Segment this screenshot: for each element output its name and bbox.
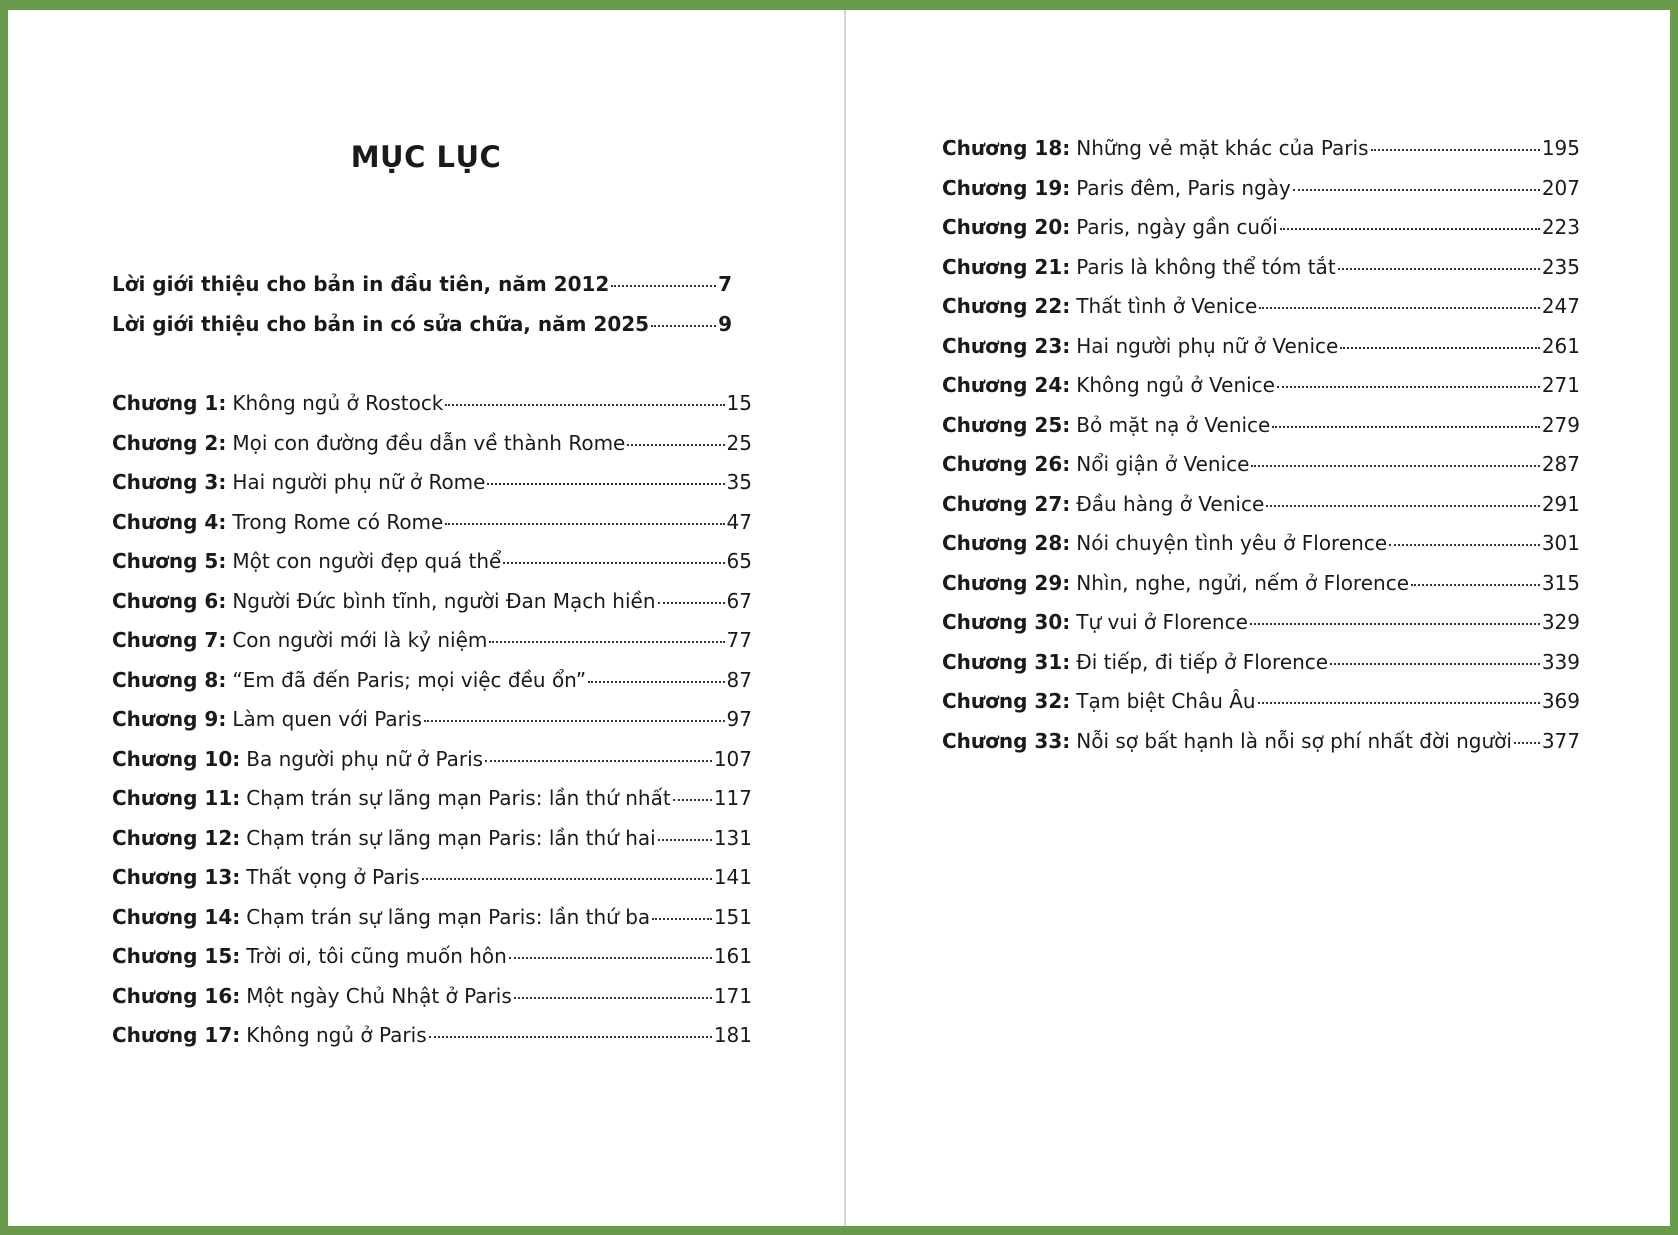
page-number: 181 <box>713 1023 752 1047</box>
chapter-colon: : <box>1062 570 1071 595</box>
chapter-label: Chương 7 <box>112 628 219 652</box>
page-number: 151 <box>713 904 752 929</box>
chapter-title: Đi tiếp, đi tiếp ở Florence <box>1076 649 1329 674</box>
toc-entry-chapter <box>112 944 752 984</box>
page-number: 301 <box>1541 531 1580 555</box>
chapter-label: Chương 19 <box>942 175 1063 200</box>
toc-entry-chapter <box>112 510 752 550</box>
dot-leader <box>509 957 712 959</box>
chapter-label: Chương 24 <box>942 373 1063 397</box>
chapter-label: Chương 33 <box>942 728 1063 753</box>
dot-leader <box>1330 663 1540 665</box>
toc-entry-chapter <box>112 470 752 510</box>
left-page <box>8 10 844 1226</box>
page-number: 339 <box>1541 649 1580 674</box>
chapter-title: Hai người phụ nữ ở Rome <box>232 470 486 494</box>
chapter-title: Nỗi sợ bất hạnh là nỗi sợ phí nhất đời người <box>1076 728 1512 753</box>
chapter-colon: : <box>1062 610 1071 634</box>
chapter-label: Chương 8 <box>112 667 219 692</box>
chapter-title: Bỏ mặt nạ ở Venice <box>1076 412 1271 437</box>
chapter-colon: : <box>218 391 227 415</box>
chapter-colon: : <box>1062 373 1071 397</box>
page-number: 235 <box>1541 254 1580 279</box>
chapter-colon: : <box>232 1023 241 1047</box>
chapter-list-right <box>942 136 1580 768</box>
dot-leader <box>1259 307 1540 309</box>
chapter-label: Chương 14 <box>112 904 233 929</box>
chapter-label: Chương 22 <box>942 294 1063 318</box>
toc-entry-chapter <box>942 373 1580 413</box>
toc-entry-chapter <box>942 650 1580 690</box>
chapter-colon: : <box>1062 531 1071 555</box>
chapter-title: Người Đức bình tĩnh, người Đan Mạch hiền <box>232 588 656 613</box>
chapter-label: Chương 1 <box>112 391 219 415</box>
page-number: 77 <box>726 628 752 652</box>
chapter-title: Hai người phụ nữ ở Venice <box>1076 333 1339 358</box>
page-number: 97 <box>726 707 752 731</box>
toc-entry-chapter <box>942 294 1580 334</box>
page-number: 287 <box>1541 452 1580 476</box>
page-number: 107 <box>713 746 752 771</box>
dot-leader <box>1266 505 1540 507</box>
page-number: 117 <box>713 786 752 810</box>
chapter-label: Chương 16 <box>112 983 233 1008</box>
toc-entry-chapter <box>942 531 1580 571</box>
page-number: 25 <box>726 430 752 455</box>
toc-entry-intro <box>112 312 732 352</box>
chapter-title: Thất tình ở Venice <box>1076 294 1258 318</box>
toc-entry-intro <box>112 272 732 312</box>
chapter-label: Chương 6 <box>112 588 219 613</box>
chapter-colon: : <box>232 746 241 771</box>
page-number: 65 <box>726 549 752 573</box>
page-number: 315 <box>1541 570 1580 595</box>
chapter-label: Chương 18 <box>942 136 1063 160</box>
page-number: 223 <box>1541 215 1580 239</box>
toc-entry-chapter <box>942 492 1580 532</box>
chapter-colon: : <box>1062 333 1071 358</box>
chapter-colon: : <box>232 786 241 810</box>
page-number: 161 <box>713 944 752 968</box>
page-number: 271 <box>1541 373 1580 397</box>
page-number: 247 <box>1541 294 1580 318</box>
chapter-label: Chương 20 <box>942 215 1063 239</box>
toc-entry-chapter <box>942 255 1580 295</box>
chapter-label: Chương 10 <box>112 746 233 771</box>
chapter-title: Không ngủ ở Venice <box>1076 373 1275 397</box>
dot-leader <box>1340 347 1539 349</box>
page-number: 329 <box>1541 610 1580 634</box>
dot-leader <box>514 997 712 999</box>
page-number: 9 <box>718 311 732 336</box>
dot-leader <box>588 681 724 683</box>
chapter-title: Con người mới là kỷ niệm <box>232 628 488 652</box>
chapter-label: Chương 29 <box>942 570 1063 595</box>
toc-entry-chapter <box>112 826 752 866</box>
chapter-label: Chương 26 <box>942 452 1063 476</box>
dot-leader <box>611 285 716 287</box>
chapter-colon: : <box>1062 412 1071 437</box>
dot-leader <box>1251 465 1539 467</box>
chapter-title: Một con người đẹp quá thể <box>232 549 502 573</box>
entry-title: Lời giới thiệu cho bản in có sửa chữa, năm 2025 <box>112 311 650 336</box>
chapter-colon: : <box>1062 452 1071 476</box>
chapter-title: Không ngủ ở Rostock <box>232 391 444 415</box>
dot-leader <box>424 720 725 722</box>
chapter-colon: : <box>1062 728 1071 753</box>
chapter-label: Chương 23 <box>942 333 1063 358</box>
chapter-title: Mọi con đường đều dẫn về thành Rome <box>232 430 626 455</box>
dot-leader <box>651 325 716 327</box>
dot-leader <box>1258 702 1540 704</box>
page-number: 171 <box>713 983 752 1008</box>
chapter-colon: : <box>232 865 241 889</box>
dot-leader <box>429 1036 712 1038</box>
intro-list <box>112 272 732 351</box>
chapter-colon: : <box>232 825 241 850</box>
chapter-colon: : <box>1062 689 1071 713</box>
chapter-colon: : <box>1062 136 1071 160</box>
page-number: 291 <box>1541 491 1580 516</box>
page-number: 47 <box>726 509 752 534</box>
dot-leader <box>485 760 712 762</box>
chapter-label: Chương 4 <box>112 509 219 534</box>
toc-entry-chapter <box>112 668 752 708</box>
chapter-title: Tự vui ở Florence <box>1076 610 1248 634</box>
dot-leader <box>422 878 712 880</box>
chapter-title: Ba người phụ nữ ở Paris <box>246 746 484 771</box>
toc-entry-chapter <box>112 589 752 629</box>
chapter-title: “Em đã đến Paris; mọi việc đều ổn” <box>232 667 587 692</box>
page-number: 279 <box>1541 412 1580 437</box>
chapter-title: Chạm trán sự lãng mạn Paris: lần thứ ba <box>246 904 651 929</box>
toc-title: MỤC LỤC <box>350 140 502 174</box>
chapter-label: Chương 13 <box>112 865 233 889</box>
toc-entry-chapter <box>112 747 752 787</box>
page-number: 377 <box>1541 728 1580 753</box>
chapter-label: Chương 12 <box>112 825 233 850</box>
chapter-colon: : <box>1062 175 1071 200</box>
chapter-label: Chương 21 <box>942 254 1063 279</box>
chapter-label: Chương 11 <box>112 786 233 810</box>
toc-entry-chapter <box>942 334 1580 374</box>
chapter-colon: : <box>1062 215 1071 239</box>
dot-leader <box>489 641 724 643</box>
chapter-colon: : <box>218 588 227 613</box>
chapter-colon: : <box>1062 649 1071 674</box>
chapter-title: Chạm trán sự lãng mạn Paris: lần thứ nhất <box>246 786 671 810</box>
chapter-title: Nói chuyện tình yêu ở Florence <box>1076 531 1388 555</box>
page-number: 87 <box>726 667 752 692</box>
toc-entry-chapter <box>942 176 1580 216</box>
dot-leader <box>445 523 724 525</box>
toc-entry-chapter <box>942 136 1580 176</box>
toc-entry-chapter <box>112 786 752 826</box>
chapter-colon: : <box>232 944 241 968</box>
chapter-title: Nhìn, nghe, ngửi, nếm ở Florence <box>1076 570 1409 595</box>
right-page <box>846 10 1670 1226</box>
page-number: 131 <box>713 825 752 850</box>
dot-leader <box>1389 544 1540 546</box>
dot-leader <box>1514 742 1540 744</box>
dot-leader <box>658 839 712 841</box>
chapter-title: Paris đêm, Paris ngày <box>1076 175 1291 200</box>
toc-entry-chapter <box>112 905 752 945</box>
chapter-title: Trời ơi, tôi cũng muốn hôn <box>246 944 507 968</box>
page-number: 369 <box>1541 689 1580 713</box>
dot-leader <box>1293 189 1540 191</box>
entry-title: Lời giới thiệu cho bản in đầu tiên, năm 2012 <box>112 272 610 296</box>
chapter-label: Chương 3 <box>112 470 219 494</box>
chapter-title: Chạm trán sự lãng mạn Paris: lần thứ hai <box>246 825 656 850</box>
dot-leader <box>652 918 712 920</box>
toc-entry-chapter <box>942 452 1580 492</box>
page-number: 141 <box>713 865 752 889</box>
dot-leader <box>1250 623 1540 625</box>
page-number: 15 <box>726 391 752 415</box>
dot-leader <box>445 404 724 406</box>
chapter-label: Chương 9 <box>112 707 219 731</box>
chapter-colon: : <box>218 509 227 534</box>
chapter-colon: : <box>232 904 241 929</box>
chapter-colon: : <box>1062 491 1071 516</box>
dot-leader <box>1411 584 1540 586</box>
chapter-title: Nổi giận ở Venice <box>1076 452 1250 476</box>
toc-entry-chapter <box>942 215 1580 255</box>
page-number: 195 <box>1541 136 1580 160</box>
chapter-label: Chương 31 <box>942 649 1063 674</box>
toc-entry-chapter <box>112 628 752 668</box>
toc-entry-chapter <box>942 610 1580 650</box>
toc-entry-chapter <box>942 413 1580 453</box>
chapter-title: Không ngủ ở Paris <box>246 1023 427 1047</box>
chapter-colon: : <box>218 667 227 692</box>
chapter-list-left <box>112 391 752 1063</box>
chapter-label: Chương 2 <box>112 430 219 455</box>
dot-leader <box>503 562 724 564</box>
chapter-colon: : <box>218 549 227 573</box>
chapter-title: Một ngày Chủ Nhật ở Paris <box>246 983 512 1008</box>
toc-entry-chapter <box>112 431 752 471</box>
page-number: 67 <box>726 588 752 613</box>
toc-entry-chapter <box>112 984 752 1024</box>
toc-entry-chapter <box>112 707 752 747</box>
page-number: 35 <box>726 470 752 494</box>
toc-entry-chapter <box>112 865 752 905</box>
chapter-title: Tạm biệt Châu Âu <box>1076 689 1256 713</box>
page-number: 7 <box>718 272 732 296</box>
toc-entry-chapter <box>112 391 752 431</box>
chapter-title: Làm quen với Paris <box>232 707 422 731</box>
dot-leader <box>487 483 724 485</box>
toc-entry-chapter <box>112 1023 752 1063</box>
dot-leader <box>673 799 712 801</box>
chapter-colon: : <box>232 983 241 1008</box>
dot-leader <box>1280 228 1540 230</box>
toc-entry-chapter <box>112 549 752 589</box>
chapter-colon: : <box>218 707 227 731</box>
chapter-label: Chương 28 <box>942 531 1063 555</box>
chapter-colon: : <box>218 430 227 455</box>
chapter-label: Chương 27 <box>942 491 1063 516</box>
chapter-label: Chương 30 <box>942 610 1063 634</box>
chapter-title: Đầu hàng ở Venice <box>1076 491 1265 516</box>
dot-leader <box>1371 149 1540 151</box>
dot-leader <box>1277 386 1540 388</box>
page-number: 261 <box>1541 333 1580 358</box>
chapter-label: Chương 15 <box>112 944 233 968</box>
toc-entry-chapter <box>942 729 1580 769</box>
chapter-title: Paris là không thể tóm tắt <box>1076 254 1336 279</box>
page-number: 207 <box>1541 175 1580 200</box>
chapter-colon: : <box>1062 254 1071 279</box>
book-spread <box>8 10 1670 1226</box>
chapter-title: Thất vọng ở Paris <box>246 865 420 889</box>
dot-leader <box>1338 268 1540 270</box>
chapter-colon: : <box>218 628 227 652</box>
chapter-label: Chương 25 <box>942 412 1063 437</box>
chapter-colon: : <box>1062 294 1071 318</box>
chapter-label: Chương 32 <box>942 689 1063 713</box>
toc-entry-chapter <box>942 571 1580 611</box>
chapter-title: Paris, ngày gần cuối <box>1076 215 1278 239</box>
chapter-title: Những vẻ mặt khác của Paris <box>1076 136 1369 160</box>
dot-leader <box>627 444 724 446</box>
chapter-label: Chương 17 <box>112 1023 233 1047</box>
toc-entry-chapter <box>942 689 1580 729</box>
chapter-title: Trong Rome có Rome <box>232 509 444 534</box>
chapter-label: Chương 5 <box>112 549 219 573</box>
chapter-colon: : <box>218 470 227 494</box>
dot-leader <box>1272 426 1539 428</box>
dot-leader <box>658 602 725 604</box>
